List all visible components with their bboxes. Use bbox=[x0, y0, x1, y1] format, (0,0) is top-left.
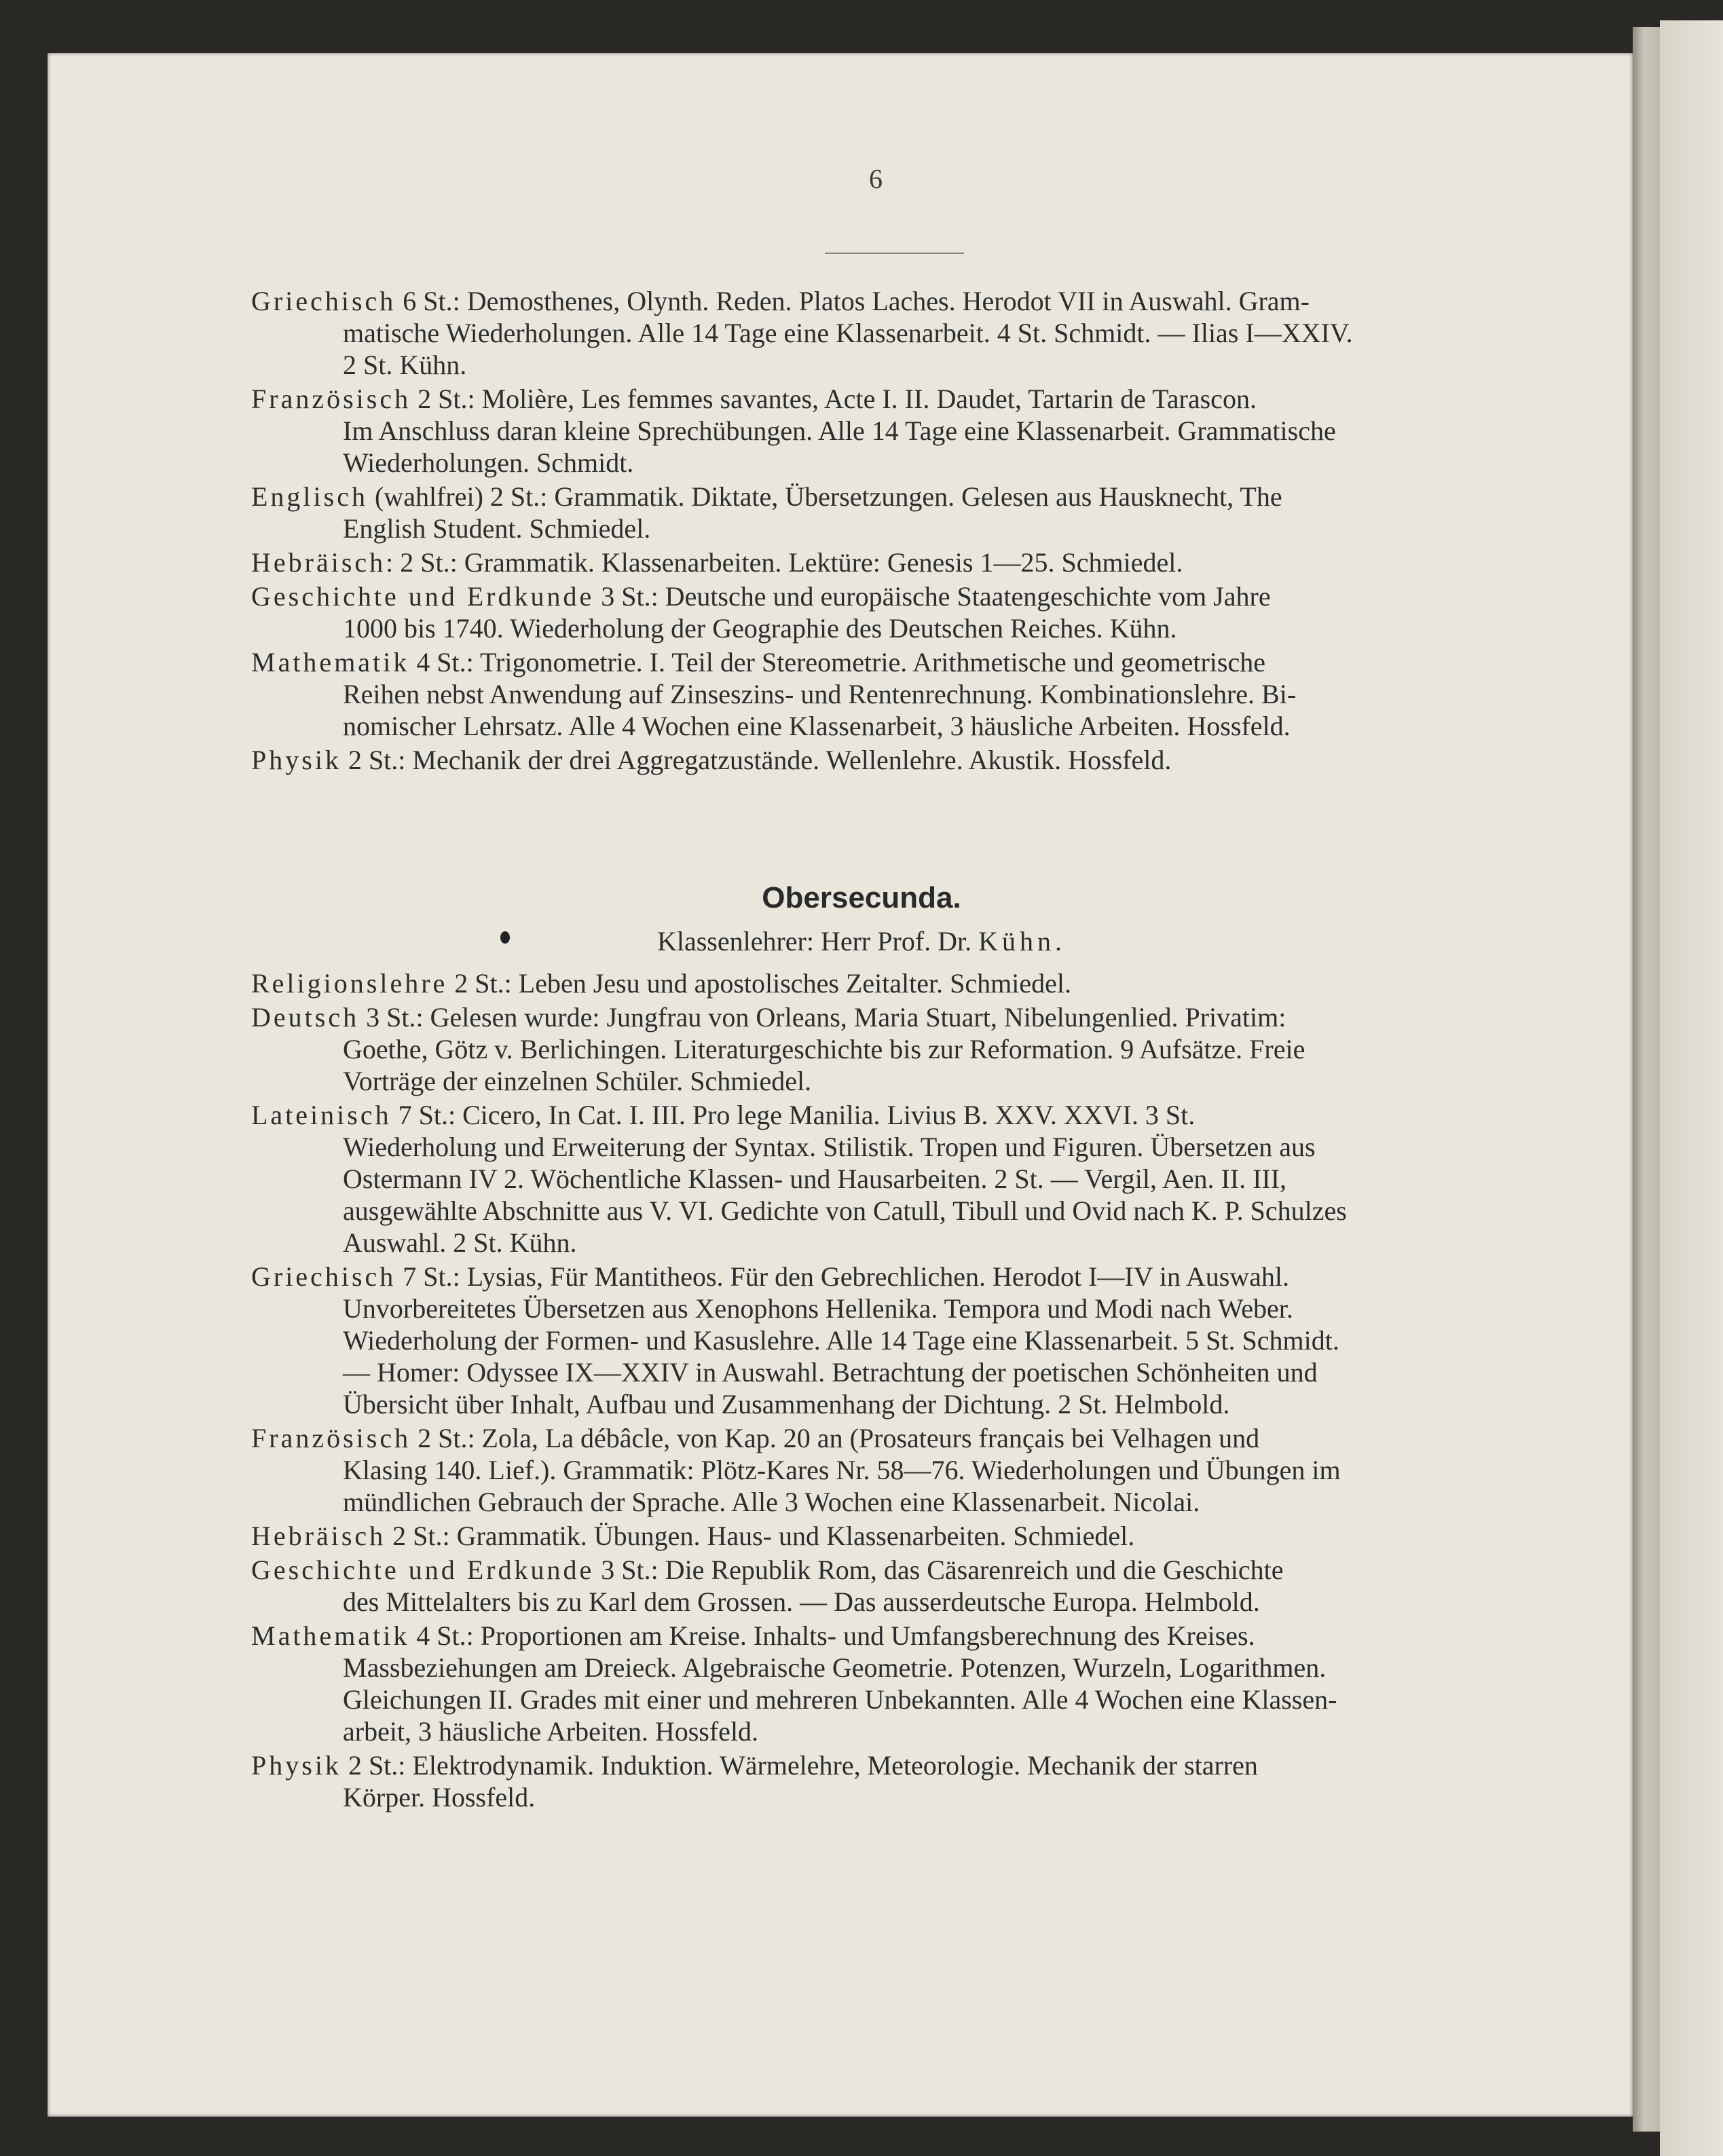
subject-name: Französisch bbox=[251, 384, 411, 414]
subject-entry bbox=[251, 1554, 1548, 1618]
entry-continuation-line: Wiederholung und Erweiterung der Syntax. Stilistik. Tropen und Figuren. Übersetzen aus bbox=[343, 1132, 1316, 1162]
entry-continuation-line: Gleichungen II. Grades mit einer und mehreren Unbekannten. Alle 4 Wochen eine Klassen- bbox=[343, 1684, 1337, 1715]
entry-first-line bbox=[251, 1261, 1548, 1293]
subject-name: Englisch bbox=[251, 481, 368, 512]
entry-first-line bbox=[251, 1001, 1548, 1033]
entry-continuation-line: 1000 bis 1740. Wiederholung der Geographie des Deutschen Reiches. Kühn. bbox=[343, 613, 1177, 644]
entry-continuation-line: Wiederholung der Formen- und Kasuslehre. Alle 14 Tage eine Klassenarbeit. 5 St. Schmidt. bbox=[343, 1325, 1339, 1356]
entry-first-line bbox=[251, 580, 1548, 612]
subject-name: Geschichte und Erdkunde bbox=[251, 581, 595, 612]
entry-continuation-line: Unvorbereitetes Übersetzen aus Xenophons Hellenika. Tempora und Modi nach Weber. bbox=[343, 1293, 1293, 1324]
subject-entry bbox=[251, 646, 1548, 742]
subject-entry bbox=[251, 285, 1548, 381]
subject-entry bbox=[251, 1099, 1548, 1259]
entry-continuation-line: Ostermann IV 2. Wöchentliche Klassen- und Hausarbeiten. 2 St. — Vergil, Aen. II. III, bbox=[343, 1164, 1287, 1194]
entry-first-line bbox=[251, 481, 1548, 513]
entry-text: 7 St.: Cicero, In Cat. I. III. Pro lege Manilia. Livius B. XXV. XXVI. 3 St. bbox=[391, 1100, 1196, 1130]
entry-text: 6 St.: Demosthenes, Olynth. Reden. Platos Laches. Herodot VII in Auswahl. Gram- bbox=[396, 286, 1310, 316]
entry-first-line bbox=[251, 1422, 1548, 1454]
entry-continuation-line: Auswahl. 2 St. Kühn. bbox=[343, 1227, 577, 1258]
entry-continuation-line: Goethe, Götz v. Berlichingen. Literaturgeschichte bis zur Reformation. 9 Aufsätze. Freie bbox=[343, 1034, 1305, 1064]
entry-continuation-line: Reihen nebst Anwendung auf Zinseszins- und Rentenrechnung. Kombinationslehre. Bi- bbox=[343, 679, 1297, 709]
entry-first-line bbox=[251, 285, 1548, 317]
subject-name: Hebräisch bbox=[251, 1521, 386, 1551]
entry-continuation-line: Im Anschluss daran kleine Sprechübungen. Alle 14 Tage eine Klassenarbeit. Grammatische bbox=[343, 415, 1336, 446]
class-teacher-line bbox=[0, 925, 1723, 957]
entry-first-line bbox=[251, 967, 1548, 999]
page-gutter bbox=[1633, 27, 1660, 2132]
subject-entry bbox=[251, 383, 1548, 479]
entry-text: 2 St.: Grammatik. Übungen. Haus- und Klassenarbeiten. Schmiedel. bbox=[386, 1521, 1135, 1551]
page-number-rule bbox=[825, 253, 964, 254]
entry-continuation-line: des Mittelalters bis zu Karl dem Grossen. — Das ausserdeutsche Europa. Helmbold. bbox=[343, 1586, 1260, 1617]
subject-entry bbox=[251, 1001, 1548, 1097]
entry-first-line bbox=[251, 1520, 1548, 1552]
subject-name: Physik bbox=[251, 1750, 341, 1781]
teacher-prefix: Klassenlehrer: Herr Prof. Dr. bbox=[656, 926, 979, 956]
entry-text: 3 St.: Die Republik Rom, das Cäsarenreich und die Geschichte bbox=[594, 1555, 1284, 1585]
entry-first-line bbox=[251, 1099, 1548, 1131]
entry-continuation-line: — Homer: Odyssee IX—XXIV in Auswahl. Betrachtung der poetischen Schönheiten und bbox=[343, 1357, 1318, 1388]
subject-entry bbox=[251, 481, 1548, 544]
subject-name: Mathematik bbox=[251, 1620, 410, 1651]
entry-text: : 2 St.: Grammatik. Klassenarbeiten. Lektüre: Genesis 1—25. Schmiedel. bbox=[386, 547, 1183, 578]
subject-name: Französisch bbox=[251, 1423, 411, 1453]
subject-name: Geschichte und Erdkunde bbox=[251, 1555, 595, 1585]
subject-entry bbox=[251, 580, 1548, 644]
subject-name: Hebräisch bbox=[251, 547, 386, 578]
subject-name: Lateinisch bbox=[251, 1100, 392, 1130]
entry-text: 7 St.: Lysias, Für Mantitheos. Für den Gebrechlichen. Herodot I—IV in Auswahl. bbox=[396, 1261, 1290, 1292]
subject-entry bbox=[251, 1749, 1548, 1813]
entry-continuation-line: matische Wiederholungen. Alle 14 Tage eine Klassenarbeit. 4 St. Schmidt. — Ilias I—XXIV. bbox=[343, 318, 1353, 348]
entry-first-line bbox=[251, 1620, 1548, 1652]
entry-text: 4 St.: Trigonometrie. I. Teil der Stereometrie. Arithmetische und geometrische bbox=[409, 647, 1265, 677]
entry-continuation-line: Klasing 140. Lief.). Grammatik: Plötz-Kares Nr. 58—76. Wiederholungen und Übungen im bbox=[343, 1455, 1341, 1485]
entry-continuation-line: Übersicht über Inhalt, Aufbau und Zusammenhang der Dichtung. 2 St. Helmbold. bbox=[343, 1389, 1230, 1419]
section-heading: Obersecunda. bbox=[762, 881, 961, 914]
entry-text: 2 St.: Elektrodynamik. Induktion. Wärmelehre, Meteorologie. Mechanik der starren bbox=[341, 1750, 1258, 1781]
entry-first-line bbox=[251, 1749, 1548, 1781]
subject-name: Mathematik bbox=[251, 647, 410, 677]
entry-first-line bbox=[251, 546, 1548, 578]
entry-first-line bbox=[251, 744, 1548, 776]
entry-continuation-line: mündlichen Gebrauch der Sprache. Alle 3 Wochen eine Klassenarbeit. Nicolai. bbox=[343, 1487, 1200, 1517]
subject-entry bbox=[251, 1620, 1548, 1747]
entry-text: 4 St.: Proportionen am Kreise. Inhalts- und Umfangsberechnung des Kreises. bbox=[409, 1620, 1255, 1651]
entry-continuation-line: Massbeziehungen am Dreieck. Algebraische Geometrie. Potenzen, Wurzeln, Logarithmen. bbox=[343, 1652, 1327, 1683]
subject-entry bbox=[251, 967, 1548, 999]
subject-entry bbox=[251, 1261, 1548, 1420]
obersecunda-curriculum-list bbox=[251, 967, 1548, 1815]
entry-continuation-line: Vorträge der einzelnen Schüler. Schmiedel. bbox=[343, 1066, 812, 1096]
entry-continuation-line: arbeit, 3 häusliche Arbeiten. Hossfeld. bbox=[343, 1716, 759, 1747]
entry-text: 3 St.: Deutsche und europäische Staatengeschichte vom Jahre bbox=[594, 581, 1271, 612]
entry-first-line bbox=[251, 383, 1548, 415]
subject-name: Griechisch bbox=[251, 1261, 396, 1292]
top-curriculum-list bbox=[251, 285, 1548, 778]
subject-entry bbox=[251, 1520, 1548, 1552]
entry-text: (wahlfrei) 2 St.: Grammatik. Diktate, Übersetzungen. Gelesen aus Hausknecht, The bbox=[367, 481, 1282, 512]
entry-continuation-line: English Student. Schmiedel. bbox=[343, 513, 651, 544]
page-number: 6 bbox=[869, 164, 883, 194]
facing-page-edge bbox=[1660, 20, 1723, 2156]
entry-continuation-line: ausgewählte Abschnitte aus V. VI. Gedichte von Catull, Tibull und Ovid nach K. P. Schulzes bbox=[343, 1195, 1347, 1226]
entry-text: 2 St.: Mechanik der drei Aggregatzustände. Wellenlehre. Akustik. Hossfeld. bbox=[341, 745, 1172, 775]
subject-entry bbox=[251, 1422, 1548, 1518]
subject-name: Religionslehre bbox=[251, 968, 448, 999]
teacher-name: Kühn. bbox=[978, 926, 1067, 956]
subject-name: Physik bbox=[251, 745, 341, 775]
entry-text: 3 St.: Gelesen wurde: Jungfrau von Orleans, Maria Stuart, Nibelungenlied. Privatim: bbox=[359, 1002, 1286, 1033]
entry-continuation-line: nomischer Lehrsatz. Alle 4 Wochen eine Klassenarbeit, 3 häusliche Arbeiten. Hossfeld. bbox=[343, 711, 1291, 741]
entry-continuation-line: Körper. Hossfeld. bbox=[343, 1782, 536, 1813]
entry-text: 2 St.: Zola, La débâcle, von Kap. 20 an (Prosateurs français bei Velhagen und bbox=[411, 1423, 1260, 1453]
subject-name: Deutsch bbox=[251, 1002, 360, 1033]
subject-entry bbox=[251, 744, 1548, 776]
entry-continuation-line: Wiederholungen. Schmidt. bbox=[343, 447, 634, 478]
entry-text: 2 St.: Molière, Les femmes savantes, Acte I. II. Daudet, Tartarin de Tarascon. bbox=[411, 384, 1257, 414]
entry-first-line bbox=[251, 1554, 1548, 1586]
entry-first-line bbox=[251, 646, 1548, 678]
subject-entry bbox=[251, 546, 1548, 578]
entry-text: 2 St.: Leben Jesu und apostolisches Zeitalter. Schmiedel. bbox=[447, 968, 1071, 999]
entry-continuation-line: 2 St. Kühn. bbox=[343, 350, 467, 380]
subject-name: Griechisch bbox=[251, 286, 396, 316]
